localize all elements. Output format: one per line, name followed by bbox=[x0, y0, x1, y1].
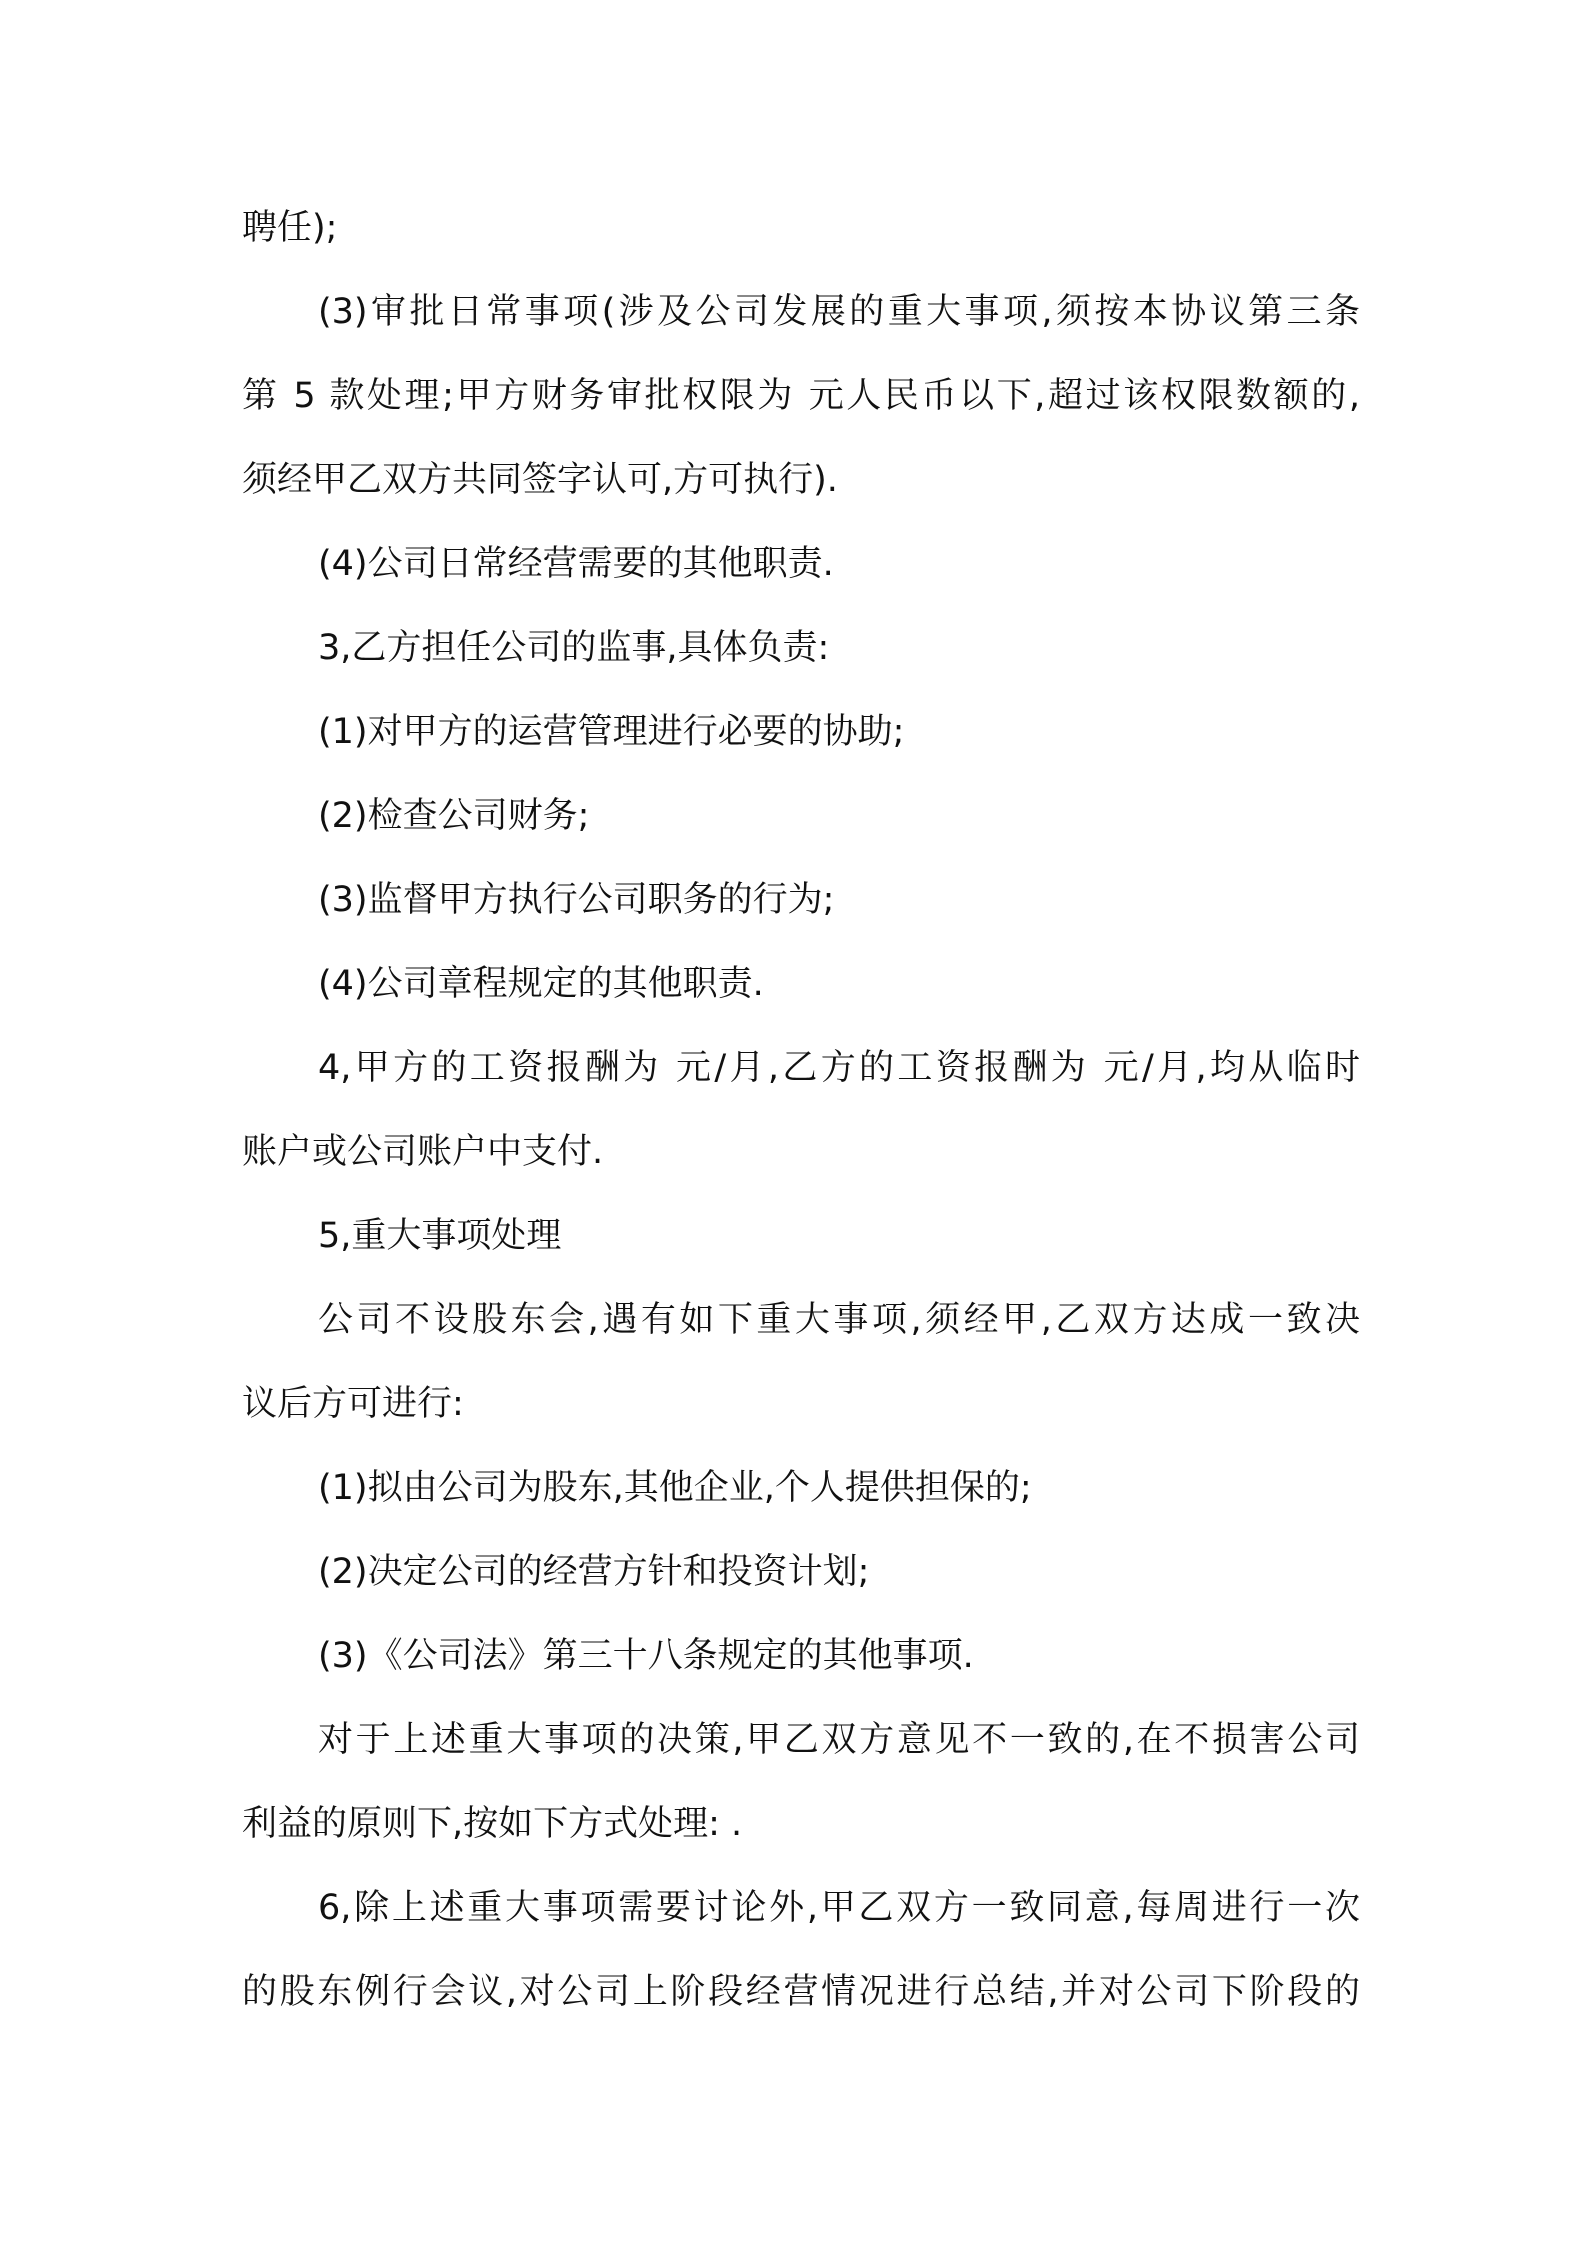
text-line: (3)《公司法》第三十八条规定的其他事项. bbox=[318, 1636, 974, 1676]
text-line: (4)公司日常经营需要的其他职责. bbox=[318, 544, 834, 584]
text-line: 公司不设股东会,遇有如下重大事项,须经甲,乙双方达成一致决 bbox=[318, 1300, 1360, 1340]
text-line: 账户或公司账户中支付. bbox=[242, 1132, 604, 1172]
text-line: 3,乙方担任公司的监事,具体负责: bbox=[318, 628, 830, 668]
section-heading: 5,重大事项处理 bbox=[318, 1216, 562, 1256]
text-line: (1)对甲方的运营管理进行必要的协助; bbox=[318, 712, 905, 752]
text-line: (2)检查公司财务; bbox=[318, 796, 590, 836]
text-line: 的股东例行会议,对公司上阶段经营情况进行总结,并对公司下阶段的 bbox=[242, 1972, 1360, 2012]
text-line: 6,除上述重大事项需要讨论外,甲乙双方一致同意,每周进行一次 bbox=[318, 1888, 1360, 1928]
text-line: 利益的原则下,按如下方式处理: . bbox=[242, 1804, 743, 1844]
text-line: (3)监督甲方执行公司职务的行为; bbox=[318, 880, 835, 920]
text-line: 对于上述重大事项的决策,甲乙双方意见不一致的,在不损害公司 bbox=[318, 1720, 1360, 1760]
text-line: 须经甲乙双方共同签字认可,方可执行). bbox=[242, 460, 838, 500]
text-line: (4)公司章程规定的其他职责. bbox=[318, 964, 764, 1004]
text-line: (2)决定公司的经营方针和投资计划; bbox=[318, 1552, 870, 1592]
text-line: 第 5 款处理;甲方财务审批权限为 元人民币以下,超过该权限数额的, bbox=[242, 376, 1360, 416]
text-line: (3)审批日常事项(涉及公司发展的重大事项,须按本协议第三条 bbox=[318, 292, 1360, 332]
text-line: 议后方可进行: bbox=[242, 1384, 464, 1424]
text-line: 4,甲方的工资报酬为 元/月,乙方的工资报酬为 元/月,均从临时 bbox=[318, 1048, 1360, 1088]
text-line: 聘任); bbox=[242, 208, 338, 248]
text-line: (1)拟由公司为股东,其他企业,个人提供担保的; bbox=[318, 1468, 1032, 1508]
